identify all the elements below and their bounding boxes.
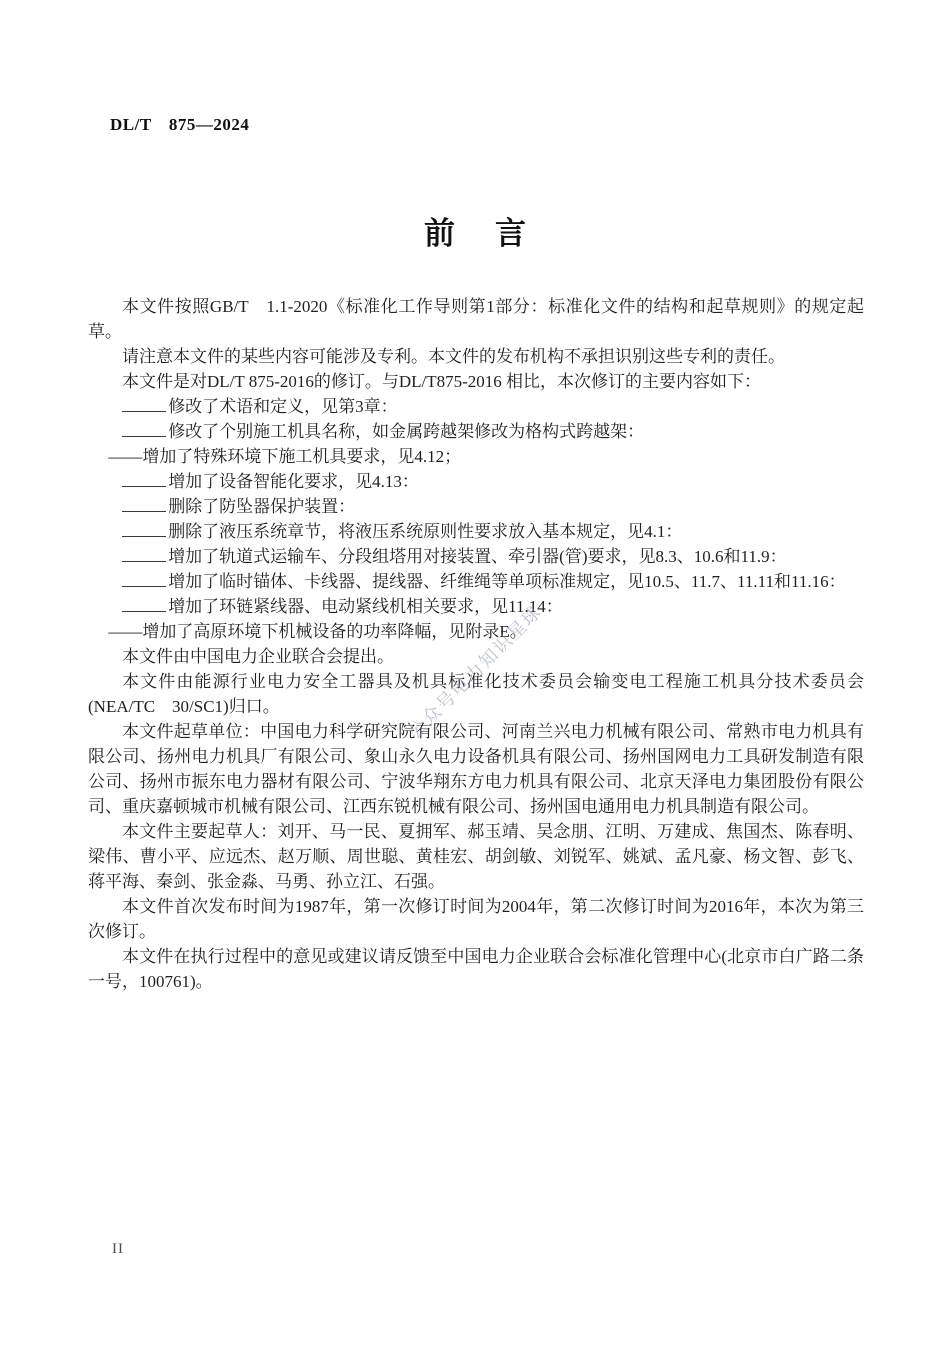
revision-item: 删除了防坠器保护装置： [88,494,864,519]
revision-item: 修改了术语和定义，见第3章： [88,394,864,419]
paragraph: 本文件由能源行业电力安全工器具及机具标准化技术委员会输变电工程施工机具分技术委员会(NEA/TC 30/SC1)归口。 [88,672,864,716]
underline-prefix [122,410,166,412]
page-title [0,208,950,253]
revision-item: ——增加了高原环境下机械设备的功率降幅，见附录E。 [108,622,527,641]
revision-item: ——增加了特殊环境下施工机具要求，见4.12； [108,447,462,466]
paragraph: 本文件按照GB/T 1.1-2020《标准化工作导则第1部分：标准化文件的结构和起草规则》的规定起草。 [88,297,864,341]
underline-prefix [122,485,166,487]
underline-prefix [122,435,166,437]
standard-number: DL/T 875—2024 [110,115,250,134]
page-title-char-right: 言 [495,216,526,251]
paragraph: 本文件在执行过程中的意见或建议请反馈至中国电力企业联合会标准化管理中心(北京市白广路二条一号，100761)。 [88,947,864,991]
underline-prefix [122,610,166,612]
revision-item: 修改了个别施工机具名称，如金属跨越架修改为格构式跨越架： [88,419,864,444]
paragraph: 本文件首次发布时间为1987年，第一次修订时间为2004年，第二次修订时间为2016年，本次为第三次修订。 [88,897,864,941]
revision-item: 增加了设备智能化要求，见4.13： [88,469,864,494]
revision-item: 增加了环链紧线器、电动紧线机相关要求，见11.14： [88,594,864,619]
page-title-char-left: 前 [424,216,455,251]
underline-prefix [122,560,166,562]
paragraph: 本文件起草单位：中国电力科学研究院有限公司、河南兰兴电力机械有限公司、常熟市电力机具有限公司、扬州电力机具厂有限公司、象山永久电力设备机具有限公司、扬州国网电力工具研发制造有限公司、扬州市振东电力器材有限公司、宁波华翔东方电力机具有限公司、北京天泽电力集团股份有限公司、重庆嘉顿城市机械有限公司、江西东锐机械有限公司、扬州国电通用电力机具制造有限公司。 [88,722,864,816]
page-number: II [112,1241,124,1257]
paragraph: 本文件是对DL/T 875-2016的修订。与DL/T875-2016 相比，本次修订的主要内容如下： [122,372,762,391]
paragraph: 本文件主要起草人：刘开、马一民、夏拥军、郝玉靖、吴念朋、江明、万建成、焦国杰、陈春明、梁伟、曹小平、应远杰、赵万顺、周世聪、黄桂宏、胡剑敏、刘锐军、姚斌、孟凡豪、杨文智、彭飞、蒋平海、秦剑、张金淼、马勇、孙立江、石强。 [88,822,864,891]
underline-prefix [122,535,166,537]
revision-item: 增加了临时锚体、卡线器、提线器、纤维绳等单项标准规定，见10.5、11.7、11.11和11.16： [88,569,864,594]
revision-item: 增加了轨道式运输车、分段组塔用对接装置、牵引器(管)要求，见8.3、10.6和11.9： [88,544,864,569]
underline-prefix [122,510,166,512]
paragraph: 本文件由中国电力企业联合会提出。 [122,647,394,666]
paragraph: 请注意本文件的某些内容可能涉及专利。本文件的发布机构不承担识别这些专利的责任。 [122,347,785,366]
revision-item: 删除了液压系统章节，将液压系统原则性要求放入基本规定，见4.1： [88,519,864,544]
underline-prefix [122,585,166,587]
document-body [88,294,864,994]
watermark: 公众号电力知识星球 [404,601,546,743]
